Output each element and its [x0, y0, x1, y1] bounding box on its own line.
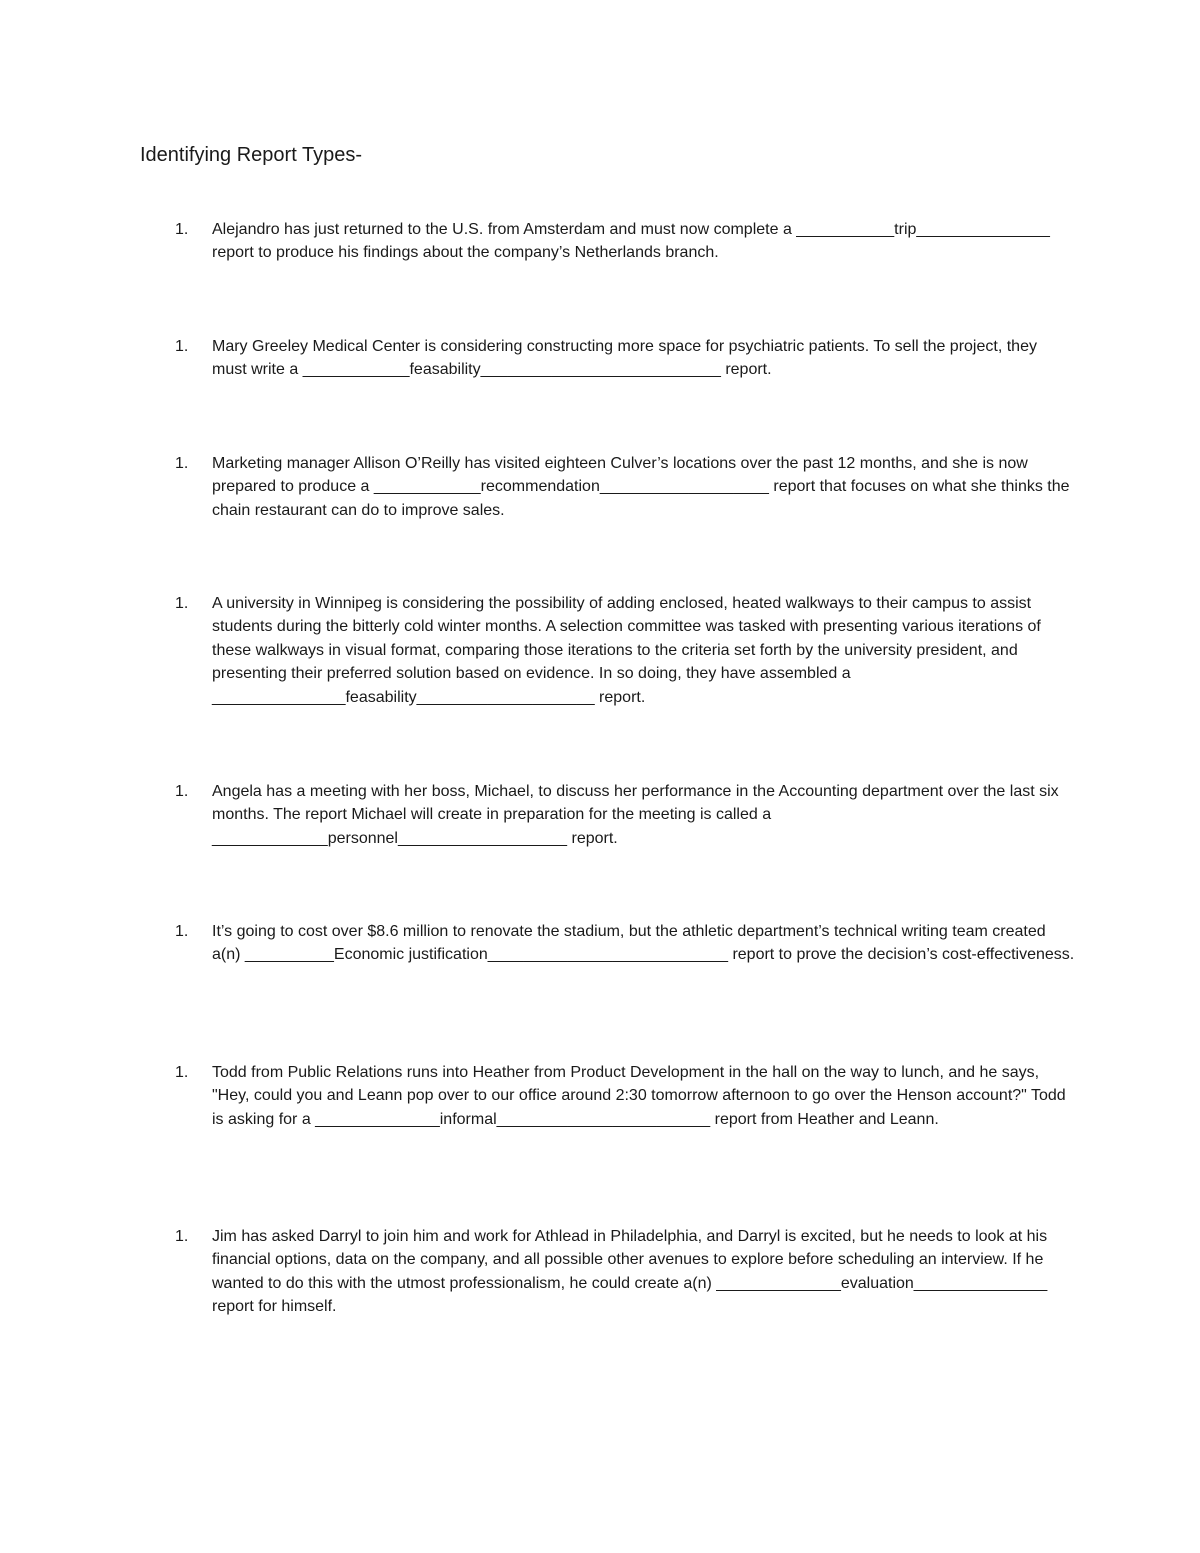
- question-text-before: A university in Winnipeg is considering the possibility of adding enclosed, heated walkways to their campus to assist students during the bitterly cold winter months. A selection committee was tasked with presenting various iterations of these walkways in visual format, comparing those iterations to the criteria set forth by the university president, and presenting their preferred solution based on evidence. In so doing, they have assembled a _______________: [212, 595, 1046, 706]
- question-number: 1.: [175, 923, 189, 940]
- question-text-before: It’s going to cost over $8.6 million to renovate the stadium, but the athletic department’s technical writing team created a(n) __________: [212, 923, 1051, 964]
- question-text-before: Alejandro has just returned to the U.S. from Amsterdam and must now complete a ___________: [212, 221, 895, 238]
- question-item: [175, 335, 1075, 382]
- question-text-after: ___________________________ report to prove the decision’s cost-effectiveness.: [487, 946, 1075, 964]
- question-text-after: ___________________ report.: [397, 829, 618, 847]
- question-number: 1.: [175, 783, 189, 800]
- question-text: [212, 218, 1075, 265]
- question-text: [212, 592, 1075, 709]
- question-text-after: ____________________ report.: [416, 688, 646, 706]
- question-answer: informal: [439, 1110, 497, 1128]
- question-text: [212, 920, 1075, 967]
- question-answer: recommendation: [480, 478, 600, 496]
- question-number: 1.: [175, 455, 189, 472]
- question-text: [212, 1225, 1075, 1319]
- question-text: [212, 335, 1075, 382]
- question-item: [175, 780, 1075, 850]
- question-text-before: Angela has a meeting with her boss, Michael, to discuss her performance in the Accounting department over the last six months. The report Michael will create in preparation for the meeting is called a _____________: [212, 783, 1064, 847]
- question-number: 1.: [175, 1228, 189, 1245]
- question-answer: personnel: [327, 829, 398, 847]
- question-text: [212, 452, 1075, 522]
- question-item: [175, 920, 1075, 967]
- question-text-before: Mary Greeley Medical Center is considering constructing more space for psychiatric patients. To sell the project, they must write a ____________: [212, 338, 1042, 379]
- question-text-before: Marketing manager Allison O’Reilly has visited eighteen Culver’s locations over the past 12 months, and she is now prepared to produce a ____________: [212, 455, 1033, 496]
- question-item: [175, 218, 1075, 265]
- question-answer: feasability: [345, 688, 417, 706]
- question-text-after: _______________ report for himself.: [212, 1274, 1052, 1316]
- question-text-after: ________________________ report from Heather and Leann.: [496, 1110, 939, 1128]
- document-title: Identifying Report Types-: [140, 144, 362, 166]
- question-item: [175, 1225, 1075, 1319]
- question-answer: feasability: [409, 361, 481, 379]
- question-text-after: ___________________________ report.: [480, 361, 772, 379]
- question-text-after: _______________ report to produce his findings about the company’s Netherlands branch.: [212, 221, 1055, 262]
- question-answer: Economic justification: [333, 946, 488, 964]
- question-text-before: Todd from Public Relations runs into Heather from Product Development in the hall on the way to lunch, and he says, "Hey, could you and Leann pop over to our office around 2:30 tomorrow afternoon to go over the Henson account?" Todd is asking for a ______________: [212, 1064, 1071, 1128]
- question-number: 1.: [175, 338, 189, 355]
- question-answer: evaluation: [840, 1274, 914, 1292]
- question-number: 1.: [175, 1064, 189, 1081]
- question-text: [212, 1061, 1075, 1131]
- question-item: [175, 1061, 1075, 1131]
- question-number: 1.: [175, 221, 189, 238]
- question-number: 1.: [175, 595, 189, 612]
- question-text-after: ___________________ report that focuses on what she thinks the chain restaurant can do to improve sales.: [212, 478, 1074, 519]
- question-item: [175, 452, 1075, 522]
- question-text: [212, 780, 1075, 850]
- question-text-before: Jim has asked Darryl to join him and work for Athlead in Philadelphia, and Darryl is excited, but he needs to look at his financial options, data on the company, and all possible other avenues to explore before scheduling an interview. If he wanted to do this with the utmost professionalism, he could create a(n) ______________: [212, 1228, 1052, 1292]
- question-answer: trip: [894, 221, 917, 238]
- question-item: [175, 592, 1075, 709]
